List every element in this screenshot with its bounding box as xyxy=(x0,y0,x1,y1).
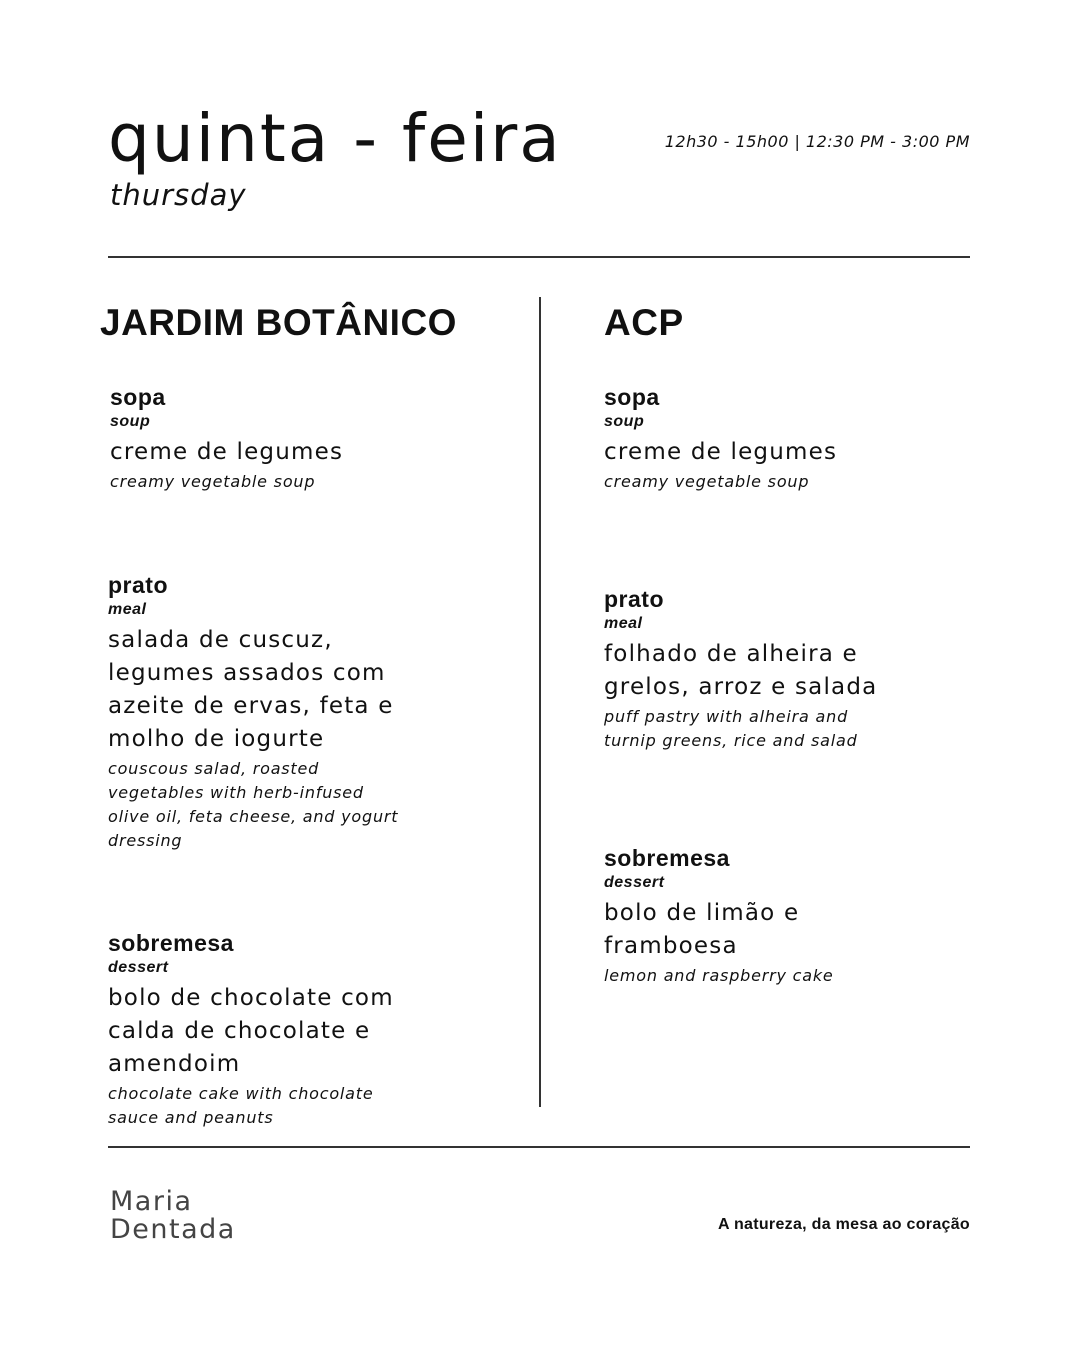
section-label-en: soup xyxy=(604,413,645,430)
section-label-en: meal xyxy=(604,615,643,632)
left-dessert-section xyxy=(108,929,398,1130)
logo-line-1: Maria xyxy=(110,1186,193,1217)
location-title-left: JARDIM BOTÂNICO xyxy=(100,302,457,343)
dish-translation: lemon and raspberry cake xyxy=(604,966,834,985)
dish-name: salada de cuscuz, legumes assados com azeite de ervas, feta e molho de iogurte xyxy=(108,627,394,752)
day-subtitle: thursday xyxy=(110,178,247,212)
dish-translation: chocolate cake with chocolate sauce and peanuts xyxy=(108,1084,374,1127)
section-label-en: meal xyxy=(108,601,147,618)
section-label: sobremesa xyxy=(108,930,234,956)
right-meal-section xyxy=(604,585,904,753)
section-label: prato xyxy=(108,572,168,598)
section-label-en: dessert xyxy=(604,874,665,891)
dish-translation: creamy vegetable soup xyxy=(604,472,810,491)
section-label-en: dessert xyxy=(108,959,169,976)
section-label: sopa xyxy=(604,384,660,410)
dish-name: creme de legumes xyxy=(110,439,344,465)
brand-logo xyxy=(110,1188,236,1244)
dish-name: bolo de chocolate com calda de chocolate e amendoim xyxy=(108,985,394,1077)
left-soup-section xyxy=(110,383,500,494)
service-hours: 12h30 - 15h00 | 12:30 PM - 3:00 PM xyxy=(664,132,970,151)
column-divider xyxy=(539,297,541,1107)
tagline: A natureza, da mesa ao coração xyxy=(717,1216,970,1233)
dish-name: folhado de alheira e grelos, arroz e salada xyxy=(604,641,878,700)
dish-name: bolo de limão e framboesa xyxy=(604,900,800,959)
dish-translation: creamy vegetable soup xyxy=(110,472,316,491)
day-title: quinta - feira xyxy=(108,100,562,177)
top-divider xyxy=(108,256,970,258)
section-label: sobremesa xyxy=(604,845,730,871)
section-label-en: soup xyxy=(110,413,151,430)
dish-translation: puff pastry with alheira and turnip greens, rice and salad xyxy=(604,707,858,750)
bottom-divider xyxy=(108,1146,970,1148)
right-soup-section xyxy=(604,383,994,494)
right-dessert-section xyxy=(604,844,854,988)
logo-line-2: Dentada xyxy=(110,1214,236,1245)
left-meal-section xyxy=(108,571,408,853)
section-label: sopa xyxy=(110,384,166,410)
dish-name: creme de legumes xyxy=(604,439,838,465)
section-label: prato xyxy=(604,586,664,612)
dish-translation: couscous salad, roasted vegetables with herb-infused olive oil, feta cheese, and yogurt dressing xyxy=(108,759,399,850)
location-title-right: ACP xyxy=(604,302,684,343)
